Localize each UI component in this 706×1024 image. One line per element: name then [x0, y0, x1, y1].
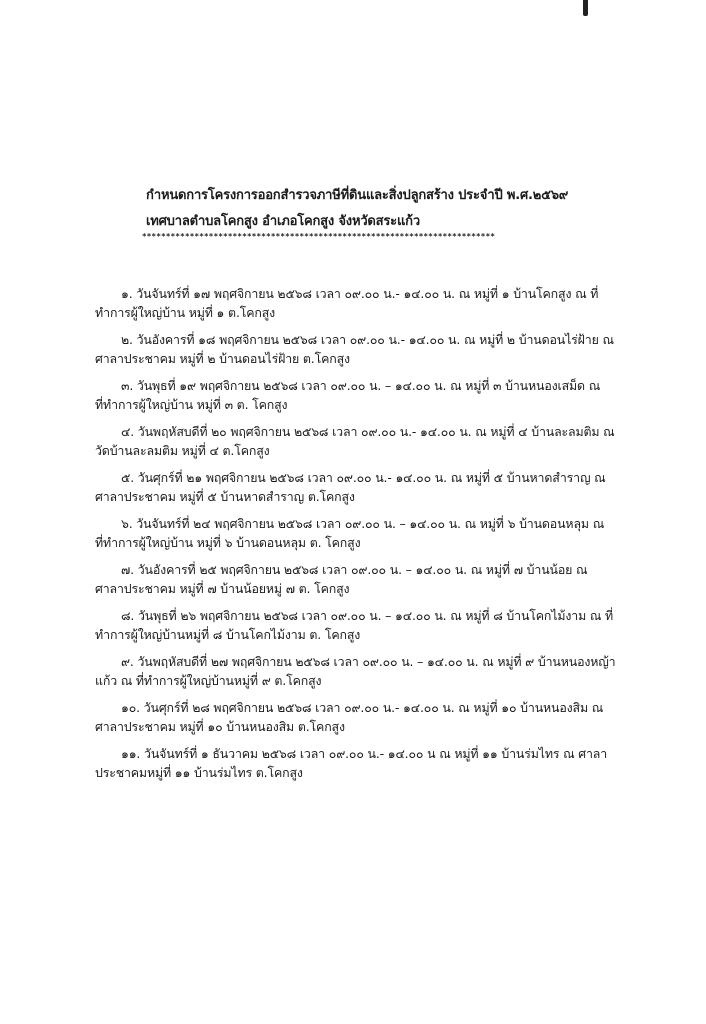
schedule-item-line2: ศาลาประชาคม หมู่ที่ ๗ บ้านน้อยหมู่ ๗ ต. โคกสูง: [95, 581, 350, 596]
schedule-item-line1: ๑๐. วันศุกร์ที่ ๒๘ พฤศจิกายน ๒๕๖๘ เวลา ๐๙.๐๐ น.- ๑๔.๐๐ น. ณ หมู่ที่ ๑๐ บ้านหนองสิม ณ: [121, 700, 604, 715]
schedule-item-line2: ที่ทำการผู้ใหญ่บ้าน หมู่ที่ ๓ ต. โคกสูง: [95, 397, 288, 412]
list-item: [95, 284, 655, 322]
document-title: กำหนดการโครงการออกสำรวจภาษีที่ดินและสิ่งปลูกสร้าง ประจำปี พ.ศ.๒๕๖๙: [146, 188, 569, 203]
schedule-item-line1: ๖. วันจันทร์ที่ ๒๔ พฤศจิกายน ๒๕๖๘ เวลา ๐๙.๐๐ น. – ๑๔.๐๐ น. ณ หมู่ที่ ๖ บ้านดอนหลุม ณ: [121, 516, 605, 531]
schedule-item-line2: ประชาคมหมู่ที่ ๑๑ บ้านร่มไทร ต.โคกสูง: [95, 765, 303, 780]
schedule-item-line1: ๓. วันพุธที่ ๑๙ พฤศจิกายน ๒๕๖๘ เวลา ๐๙.๐๐ น. – ๑๔.๐๐ น. ณ หมู่ที่ ๓ บ้านหนองเสม็ด ณ: [121, 378, 601, 393]
schedule-item-line1: ๔. วันพฤหัสบดีที่ ๒๐ พฤศจิกายน ๒๕๖๘ เวลา ๐๙.๐๐ น.- ๑๔.๐๐ น. ณ หมู่ที่ ๔ บ้านละลมติม ณ: [121, 424, 615, 439]
schedule-item-line1: ๘. วันพุธที่ ๒๖ พฤศจิกายน ๒๕๖๘ เวลา ๐๙.๐๐ น. – ๑๔.๐๐ น. ณ หมู่ที่ ๘ บ้านโคกไม้งาม ณ ที่: [121, 608, 614, 623]
schedule-item-line2: ทำการผู้ใหญ่บ้านหมู่ที่ ๘ บ้านโคกไม้งาม ต. โคกสูง: [95, 627, 361, 642]
corner-ink-mark: [583, 0, 588, 16]
list-item: [95, 376, 655, 414]
schedule-item-line2: ทำการผู้ใหญ่บ้าน หมู่ที่ ๑ ต.โคกสูง: [95, 305, 276, 320]
schedule-item-line1: ๑๑. วันจันทร์ที่ ๑ ธันวาคม ๒๕๖๘ เวลา ๐๙.๐๐ น.- ๑๔.๐๐ น ณ หมู่ที่ ๑๑ บ้านร่มไทร ณ ศาลา: [121, 746, 608, 761]
schedule-item-line1: ๑. วันจันทร์ที่ ๑๗ พฤศจิกายน ๒๕๖๘ เวลา ๐๙.๐๐ น.- ๑๔.๐๐ น. ณ หมู่ที่ ๑ บ้านโคกสูง ณ ที่: [121, 286, 599, 301]
list-item: [95, 698, 655, 736]
list-item: [95, 606, 655, 644]
schedule-item-line2: วัดบ้านละลมติม หมู่ที่ ๔ ต.โคกสูง: [95, 443, 270, 458]
schedule-item-line1: ๙. วันพฤหัสบดีที่ ๒๗ พฤศจิกายน ๒๕๖๘ เวลา ๐๙.๐๐ น. – ๑๔.๐๐ น. ณ หมู่ที่ ๙ บ้านหนองหญ้า: [121, 654, 616, 669]
list-item: [95, 422, 655, 460]
schedule-item-line2: ศาลาประชาคม หมู่ที่ ๕ บ้านหาดสำราญ ต.โคกสูง: [95, 489, 355, 504]
document-subtitle: เทศบาลตำบลโคกสูง อำเภอโคกสูง จังหวัดสระแก้ว: [146, 214, 420, 229]
list-item: [95, 468, 655, 506]
schedule-list: [95, 284, 655, 790]
schedule-item-line2: ที่ทำการผู้ใหญ่บ้าน หมู่ที่ ๖ บ้านดอนหลุม ต. โคกสูง: [95, 535, 361, 550]
document-header: [146, 183, 616, 235]
schedule-item-line2: แก้ว ณ ที่ทำการผู้ใหญ่บ้านหมู่ที่ ๙ ต.โคกสูง: [95, 673, 322, 688]
list-item: [95, 514, 655, 552]
schedule-item-line1: ๕. วันศุกร์ที่ ๒๑ พฤศจิกายน ๒๕๖๘ เวลา ๐๙.๐๐ น.- ๑๔.๐๐ น. ณ หมู่ที่ ๕ บ้านหาดสำราญ ณ: [121, 470, 606, 485]
schedule-item-line2: ศาลาประชาคม หมู่ที่ ๒ บ้านดอนไร่ฝ้าย ต.โคกสูง: [95, 351, 350, 366]
list-item: [95, 652, 655, 690]
list-item: [95, 744, 655, 782]
schedule-item-line1: ๒. วันอังคารที่ ๑๘ พฤศจิกายน ๒๕๖๘ เวลา ๐๙.๐๐ น.- ๑๔.๐๐ น. ณ หมู่ที่ ๒ บ้านดอนไร่ฝ้าย ณ: [121, 332, 614, 347]
asterisk-divider: **************************************************************************: [142, 232, 496, 241]
list-item: [95, 560, 655, 598]
schedule-item-line1: ๗. วันอังคารที่ ๒๕ พฤศจิกายน ๒๕๖๘ เวลา ๐๙.๐๐ น. – ๑๔.๐๐ น. ณ หมู่ที่ ๗ บ้านน้อย ณ: [121, 562, 588, 577]
list-item: [95, 330, 655, 368]
schedule-item-line2: ศาลาประชาคม หมู่ที่ ๑๐ บ้านหนองสิม ต.โคกสูง: [95, 719, 345, 734]
